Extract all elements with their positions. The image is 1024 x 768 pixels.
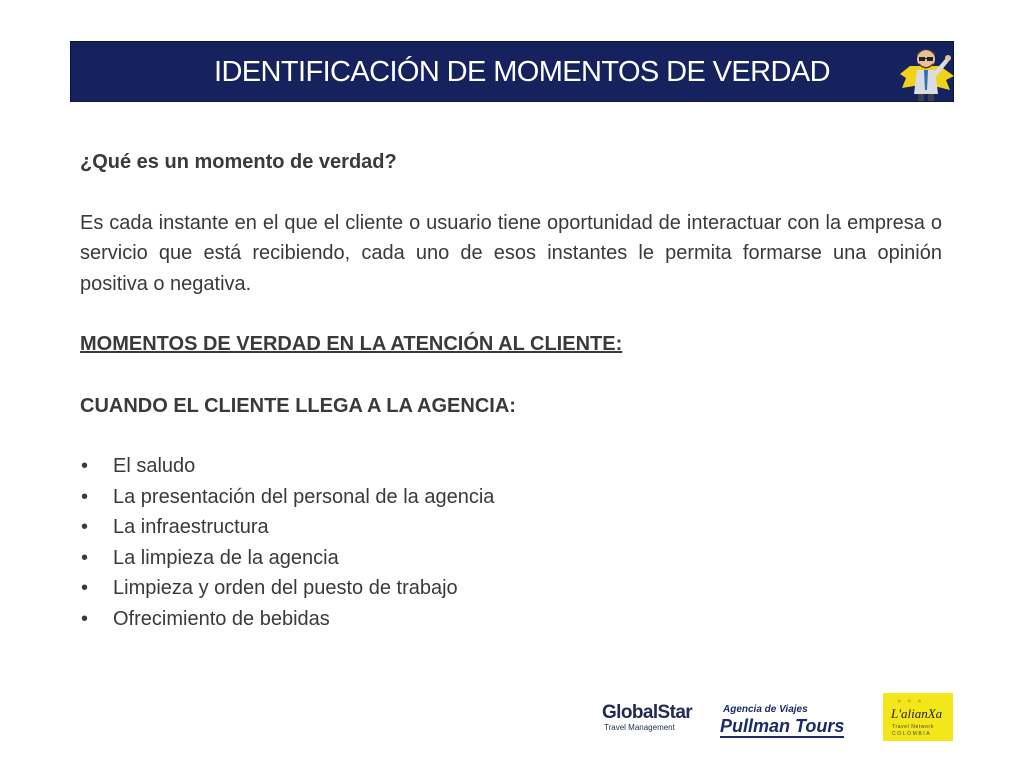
list-item [80, 573, 942, 604]
globalstar-logo-subtitle: Travel Management [604, 723, 675, 732]
bullet-dot: • [81, 516, 89, 538]
alianza-logo [883, 693, 953, 741]
subheading: CUANDO EL CLIENTE LLEGA A LA AGENCIA: [80, 394, 516, 417]
alianza-logo-name: L'alianXa [891, 706, 943, 721]
list-item-text: La infraestructura [113, 516, 269, 538]
list-item [80, 604, 942, 635]
pullman-logo-name: Pullman Tours [720, 716, 845, 736]
alianza-logo-network: Travel Network [892, 724, 934, 730]
pullman-tours-logo [720, 704, 870, 740]
bullet-list [80, 451, 942, 634]
section-heading: MOMENTOS DE VERDAD EN LA ATENCIÓN AL CLIENTE: [80, 333, 623, 355]
slide-body [80, 147, 942, 634]
pullman-logo-top: Agencia de Viajes [723, 704, 808, 715]
globalstar-logo-name: GlobalStar [602, 702, 693, 723]
footer-logos [0, 690, 1024, 750]
superhero-figure-icon [896, 44, 956, 102]
bullet-dot: • [81, 546, 89, 569]
bullet-dot: • [81, 455, 89, 477]
list-item [80, 543, 942, 574]
list-item-text: La presentación del personal de la agencia [113, 485, 495, 508]
title-banner [70, 41, 954, 102]
bullet-dot: • [81, 607, 89, 630]
list-item [80, 512, 942, 543]
bullet-dot: • [81, 485, 89, 508]
list-item-text: Limpieza y orden del puesto de trabajo [113, 577, 458, 599]
definition-paragraph: Es cada instante en el que el cliente o usuario tiene oportunidad de interactuar con la empresa o servicio que está recibiendo, cada uno de esos instantes le permita formarse una opinión positiva o negativa. [80, 211, 942, 295]
list-item [80, 482, 942, 513]
list-item-text: Ofrecimiento de bebidas [113, 607, 330, 630]
list-item-text: El saludo [113, 455, 196, 477]
alianza-logo-country: COLOMBIA [892, 731, 932, 737]
alianza-dots-decoration: ● ● ● [897, 698, 924, 705]
list-item [80, 451, 942, 482]
page-title: IDENTIFICACIÓN DE MOMENTOS DE VERDAD [214, 56, 830, 88]
bullet-dot: • [81, 577, 89, 599]
question-heading: ¿Qué es un momento de verdad? [80, 151, 397, 173]
globalstar-logo [602, 703, 702, 735]
list-item-text: La limpieza de la agencia [113, 546, 339, 569]
